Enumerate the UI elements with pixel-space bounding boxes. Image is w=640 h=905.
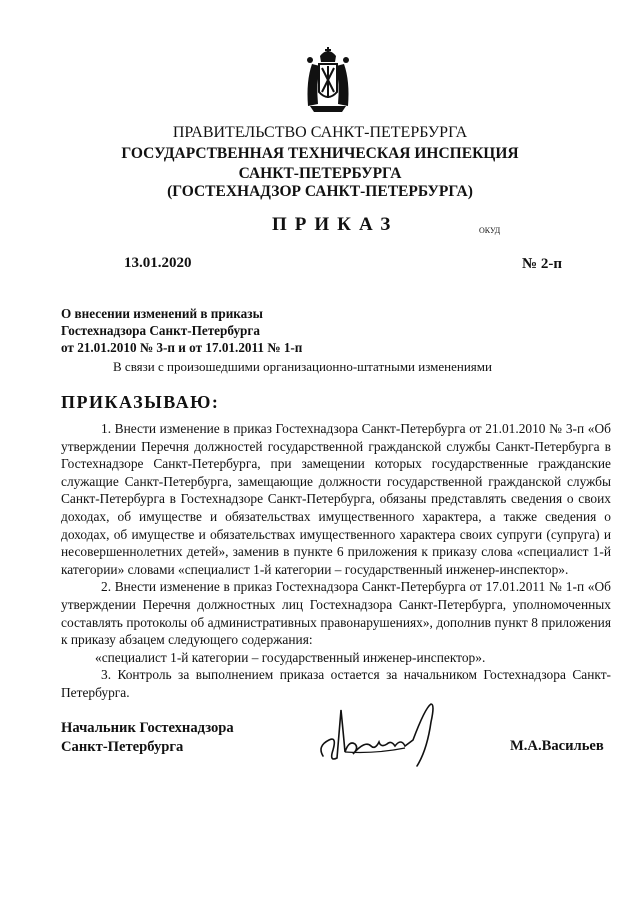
signatory-title-line-1: Начальник Гостехнадзора xyxy=(61,720,234,736)
header-government: ПРАВИТЕЛЬСТВО САНКТ-ПЕТЕРБУРГА xyxy=(172,124,468,141)
header-city: САНКТ-ПЕТЕРБУРГА xyxy=(238,165,402,182)
paragraph-2-quote: «специалист 1-й категории – государственный инженер-инспектор». xyxy=(95,649,486,665)
document-type-title: ПРИКАЗ xyxy=(272,214,399,235)
document-subject xyxy=(61,305,302,356)
paragraph-2: 2. Внести изменение в приказ Гостехнадзора Санкт-Петербурга от 17.01.2011 № 1-п «Об утверждении Перечня должностных лиц Гостехнадзора Санкт-Петербурга, уполномоченных составлять протоколы об административных правонарушениях», дополнив пункт 8 приложения к приказу абзацем следующего содержания: xyxy=(61,579,611,648)
paragraph-3: 3. Контроль за выполнением приказа остается за начальником Гостехнадзора Санкт-Петербурга. xyxy=(61,667,611,700)
header-abbrev: (ГОСТЕХНАДЗОР САНКТ-ПЕТЕРБУРГА) xyxy=(167,183,473,200)
document-number: № 2-п xyxy=(522,256,562,272)
coat-of-arms-icon xyxy=(298,46,358,116)
order-heading: ПРИКАЗЫВАЮ: xyxy=(61,392,220,412)
signatory-title-line-2: Санкт-Петербурга xyxy=(61,739,184,755)
signatory-title xyxy=(61,719,234,757)
signatory-name: М.А.Васильев xyxy=(510,738,604,754)
paragraph-1: 1. Внести изменение в приказ Гостехнадзора Санкт-Петербурга от 21.01.2010 № 3-п «Об утверждении Перечня должностей государственной гражданской службы Санкт-Петербурга в Гостехнадзоре Санкт-Петербурга, при замещении которых государственные гражданские служащие Санкт-Петербурга, замещающие должности государственной гражданской службы Санкт-Петербурга в Гостехнадзоре Санкт-Петербурга, обязаны представлять сведения о своих доходах, об имуществе и обязательствах имущественного характера, а также сведения о доходах, об имуществе и обязательствах имущественного характера своих супруги (супруга) и несовершеннолетних детей», заменив в пункте 6 приложения к приказу слова «специалист 1-й категории» словами «специалист 1-й категории – государственный инженер-инспектор». xyxy=(61,421,611,577)
header-inspection: ГОСУДАРСТВЕННАЯ ТЕХНИЧЕСКАЯ ИНСПЕКЦИЯ xyxy=(121,145,519,162)
order-body xyxy=(61,420,611,702)
subject-line-2: Гостехнадзора Санкт-Петербурга xyxy=(61,323,260,338)
subject-line-3: от 21.01.2010 № 3-п и от 17.01.2011 № 1-п xyxy=(61,340,303,355)
document-date: 13.01.2020 xyxy=(124,255,192,271)
okud-label: ОКУД xyxy=(479,226,501,235)
order-reason: В связи с произошедшими организационно-штатными изменениями xyxy=(113,359,492,374)
handwritten-signature-icon xyxy=(315,700,445,772)
subject-line-1: О внесении изменений в приказы xyxy=(61,306,263,321)
